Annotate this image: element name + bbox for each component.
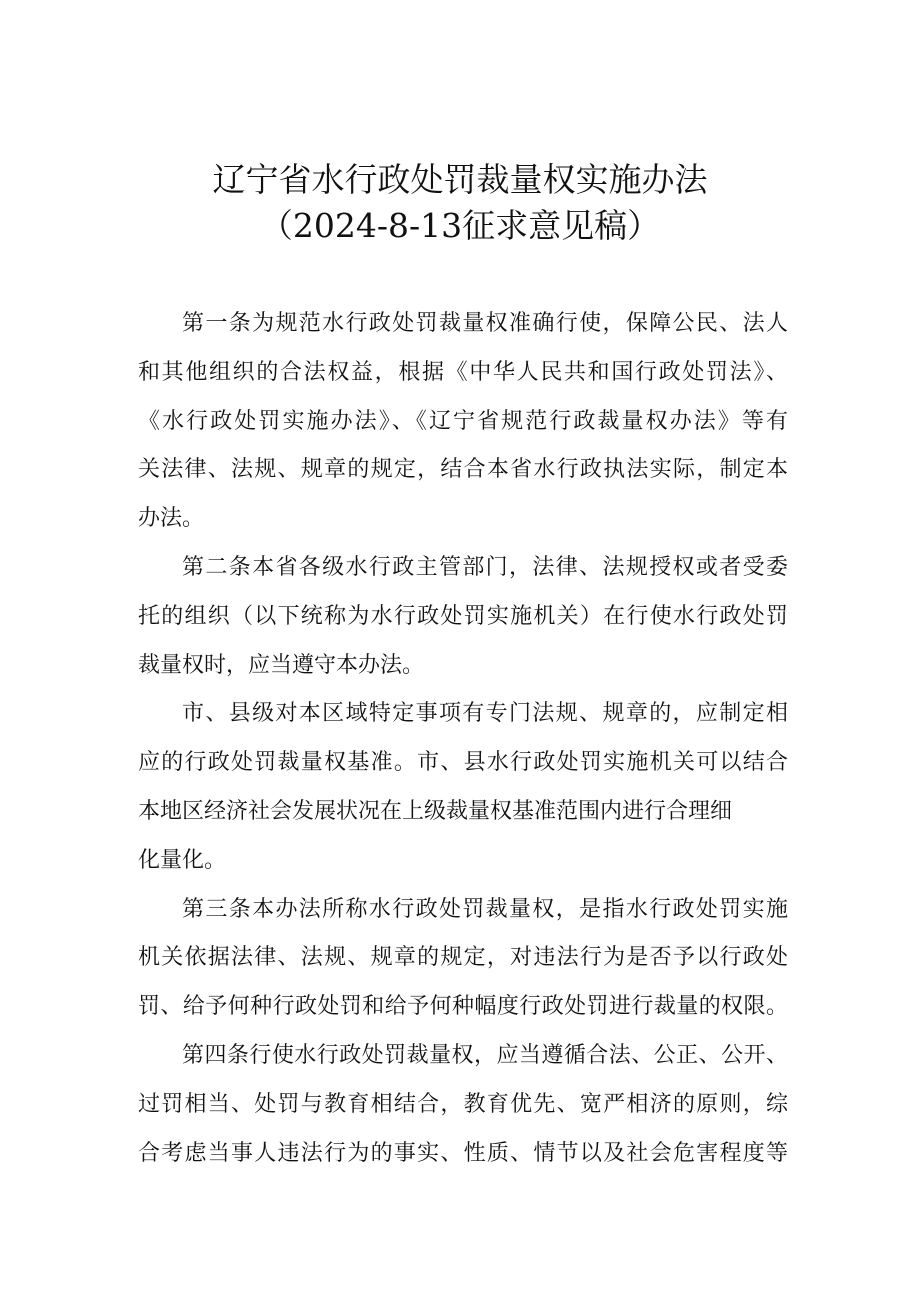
text-line: 《水行政处罚实施办法》、《辽宁省规范行政裁量权办法》等有 bbox=[138, 408, 788, 434]
text-line: 化量化。 bbox=[138, 847, 227, 873]
text-line: 过罚相当、处罚与教育相结合，教育优先、宽严相济的原则，综 bbox=[138, 1091, 788, 1117]
paragraph-article-4 bbox=[138, 1032, 788, 1178]
document-body bbox=[138, 300, 788, 1178]
document-title: 辽宁省水行政处罚裁量权实施办法 bbox=[212, 160, 708, 199]
text-line: 第二条本省各级水行政主管部门，法律、法规授权或者受委 bbox=[182, 554, 788, 580]
text-line: 合考虑当事人违法行为的事实、性质、情节以及社会危害程度等 bbox=[138, 1140, 788, 1166]
text-line: 机关依据法律、法规、规章的规定，对违法行为是否予以行政处 bbox=[138, 945, 788, 971]
paragraph-article-1 bbox=[138, 300, 788, 544]
text-line: 办法。 bbox=[138, 506, 205, 532]
text-line: 裁量权时，应当遵守本办法。 bbox=[138, 652, 425, 678]
text-line: 本地区经济社会发展状况在上级裁量权基准范围内进行合理细 bbox=[138, 798, 733, 824]
text-line: 第三条本办法所称水行政处罚裁量权，是指水行政处罚实施 bbox=[182, 896, 788, 922]
text-line: 市、县级对本区域特定事项有专门法规、规章的，应制定相 bbox=[182, 701, 788, 727]
text-line: 第四条行使水行政处罚裁量权，应当遵循合法、公正、公开、 bbox=[182, 1042, 788, 1068]
paragraph-article-3 bbox=[138, 886, 788, 1032]
paragraph-article-2 bbox=[138, 544, 788, 690]
document-subtitle-draft-date: （2024-8-13征求意见稿） bbox=[259, 206, 661, 245]
text-line: 应的行政处罚裁量权基准。市、县水行政处罚实施机关可以结合 bbox=[138, 750, 788, 776]
text-line: 托的组织（以下统称为水行政处罚实施机关）在行使水行政处罚 bbox=[138, 603, 788, 629]
text-line: 第一条为规范水行政处罚裁量权准确行使，保障公民、法人 bbox=[182, 311, 788, 336]
paragraph-article-2-city-county bbox=[138, 690, 788, 885]
text-line: 和其他组织的合法权益，根据《中华人民共和国行政处罚法》、 bbox=[138, 359, 788, 385]
text-line: 罚、给予何种行政处罚和给予何种幅度行政处罚进行裁量的权限。 bbox=[138, 994, 788, 1020]
text-line: 关法律、法规、规章的规定，结合本省水行政执法实际，制定本 bbox=[138, 457, 788, 483]
